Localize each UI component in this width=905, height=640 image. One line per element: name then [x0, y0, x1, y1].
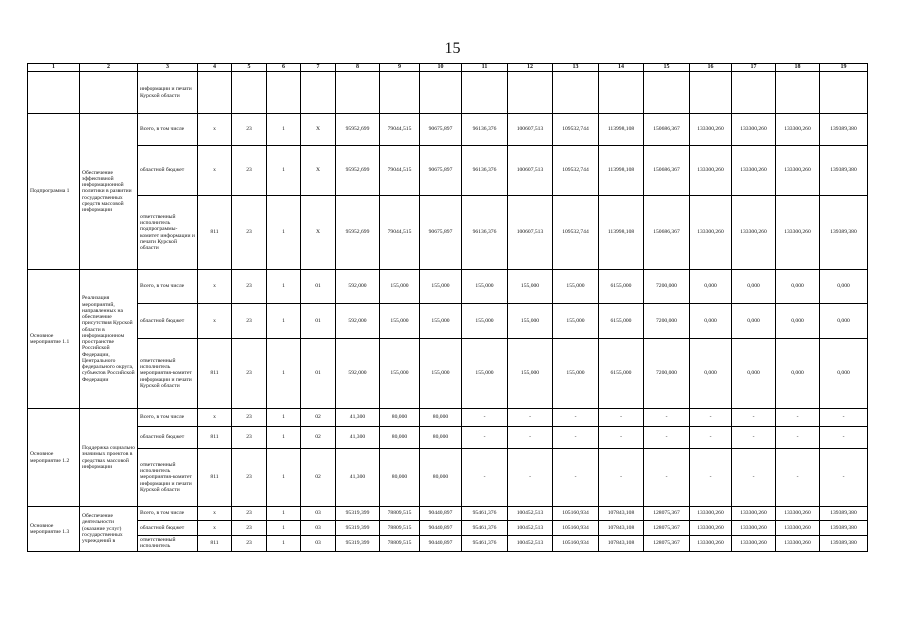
value-cell: 23: [232, 304, 267, 339]
program-description: Обеспечение деятельности (оказание услуг) государственных учреждений в: [80, 507, 138, 552]
value-cell: -: [599, 449, 644, 507]
value-cell: Х: [301, 114, 336, 146]
value-cell: 95461,376: [462, 536, 508, 552]
value-cell: 155,000: [420, 270, 462, 304]
value-cell: 78809,515: [380, 536, 420, 552]
table-row: [28, 146, 868, 196]
value-cell: -: [508, 449, 553, 507]
value-cell: 100452,513: [508, 521, 553, 536]
value-cell: 139389,380: [820, 146, 868, 196]
value-cell: -: [732, 409, 776, 427]
value-cell: 109532,744: [553, 196, 599, 270]
value-cell: 100452,513: [508, 536, 553, 552]
table-row: [28, 521, 868, 536]
value-cell: 107843,108: [599, 536, 644, 552]
value-cell: 133300,260: [776, 146, 820, 196]
value-cell: 95952,699: [336, 196, 380, 270]
value-cell: 155,000: [553, 304, 599, 339]
value-cell: 133300,260: [732, 114, 776, 146]
value-cell: 78809,515: [380, 521, 420, 536]
table-row: [28, 270, 868, 304]
value-cell: 592,000: [336, 304, 380, 339]
value-cell: 133300,260: [732, 536, 776, 552]
value-cell: 133300,260: [690, 521, 732, 536]
value-cell: 23: [232, 507, 267, 521]
column-header: 11: [462, 64, 508, 72]
value-cell: 0,000: [732, 304, 776, 339]
value-cell: х: [198, 521, 232, 536]
value-cell: 95319,399: [336, 507, 380, 521]
table-row: [28, 304, 868, 339]
value-cell: 155,000: [380, 270, 420, 304]
funding-source: Всего, в том числе: [138, 507, 198, 521]
value-cell: 1: [267, 507, 301, 521]
value-cell: 41,300: [336, 427, 380, 449]
value-cell: 133300,260: [690, 536, 732, 552]
value-cell: х: [198, 114, 232, 146]
table-row: [28, 409, 868, 427]
value-cell: 133300,260: [690, 507, 732, 521]
funding-source: ответственный исполнитель: [138, 536, 198, 552]
column-header: 18: [776, 64, 820, 72]
value-cell: 139389,380: [820, 507, 868, 521]
value-cell: 41,300: [336, 449, 380, 507]
value-cell: 100607,513: [508, 146, 553, 196]
value-cell: 6155,000: [599, 339, 644, 409]
empty-cell: [420, 72, 462, 114]
table-row: [28, 449, 868, 507]
funding-source: Всего, в том числе: [138, 114, 198, 146]
value-cell: -: [644, 409, 690, 427]
value-cell: 02: [301, 409, 336, 427]
value-cell: 133300,260: [732, 146, 776, 196]
empty-cell: [462, 72, 508, 114]
program-description: Реализация мероприятий, направленных на обеспечение присутствия Курской области в информационном пространстве Российской Федерации, Центрального федерального округа, субъектов Российской Федерации: [80, 270, 138, 409]
header-row: [28, 64, 868, 72]
value-cell: 95461,376: [462, 507, 508, 521]
value-cell: 0,000: [776, 270, 820, 304]
value-cell: 78809,515: [380, 507, 420, 521]
empty-cell: [599, 72, 644, 114]
value-cell: 90675,897: [420, 146, 462, 196]
value-cell: 155,000: [553, 339, 599, 409]
empty-cell: [301, 72, 336, 114]
value-cell: 133300,260: [690, 114, 732, 146]
value-cell: 811: [198, 536, 232, 552]
program-description: Обеспечение эффективной информационной политики в развитии государственных средств массовой информации: [80, 114, 138, 270]
funding-source: областной бюджет: [138, 427, 198, 449]
value-cell: 155,000: [508, 339, 553, 409]
table-row: [28, 536, 868, 552]
value-cell: 6155,000: [599, 270, 644, 304]
value-cell: 90440,897: [420, 536, 462, 552]
column-header: 5: [232, 64, 267, 72]
value-cell: 105160,934: [553, 521, 599, 536]
value-cell: 592,000: [336, 339, 380, 409]
empty-cell: [690, 72, 732, 114]
empty-cell: [232, 72, 267, 114]
value-cell: 0,000: [732, 270, 776, 304]
value-cell: 0,000: [820, 304, 868, 339]
value-cell: 0,000: [820, 339, 868, 409]
value-cell: 80,000: [420, 449, 462, 507]
value-cell: -: [462, 409, 508, 427]
program-name: Основное мероприятие 1.2: [28, 409, 80, 507]
value-cell: Х: [301, 146, 336, 196]
value-cell: х: [198, 304, 232, 339]
value-cell: 96136,376: [462, 146, 508, 196]
program-description: Поддержка социально значимых проектов в средствах массовой информации: [80, 409, 138, 507]
value-cell: 155,000: [380, 339, 420, 409]
value-cell: 1: [267, 536, 301, 552]
value-cell: 155,000: [508, 270, 553, 304]
value-cell: 811: [198, 339, 232, 409]
value-cell: 1: [267, 521, 301, 536]
value-cell: 95461,376: [462, 521, 508, 536]
value-cell: -: [462, 427, 508, 449]
value-cell: 811: [198, 449, 232, 507]
value-cell: 80,000: [420, 427, 462, 449]
value-cell: 133300,260: [690, 196, 732, 270]
value-cell: 0,000: [690, 304, 732, 339]
value-cell: -: [732, 449, 776, 507]
value-cell: 79044,515: [380, 196, 420, 270]
value-cell: 1: [267, 146, 301, 196]
value-cell: 96136,376: [462, 114, 508, 146]
value-cell: 133300,260: [732, 521, 776, 536]
column-header: 2: [80, 64, 138, 72]
value-cell: 23: [232, 146, 267, 196]
empty-cell: [267, 72, 301, 114]
value-cell: 155,000: [553, 270, 599, 304]
program-name: Основное мероприятие 1.1: [28, 270, 80, 409]
value-cell: 155,000: [462, 270, 508, 304]
value-cell: 02: [301, 427, 336, 449]
value-cell: 01: [301, 339, 336, 409]
column-header: 16: [690, 64, 732, 72]
column-header: 8: [336, 64, 380, 72]
value-cell: 139389,380: [820, 196, 868, 270]
page-number: 15: [444, 40, 461, 57]
value-cell: х: [198, 270, 232, 304]
value-cell: 90440,897: [420, 507, 462, 521]
value-cell: -: [776, 449, 820, 507]
value-cell: 139389,380: [820, 114, 868, 146]
value-cell: 113998,108: [599, 196, 644, 270]
value-cell: 1: [267, 304, 301, 339]
empty-cell: [80, 72, 138, 114]
value-cell: -: [508, 427, 553, 449]
value-cell: 592,000: [336, 270, 380, 304]
value-cell: 1: [267, 114, 301, 146]
value-cell: 133300,260: [732, 507, 776, 521]
value-cell: 23: [232, 427, 267, 449]
value-cell: 95952,699: [336, 146, 380, 196]
table-row: [28, 114, 868, 146]
column-header: 19: [820, 64, 868, 72]
empty-cell: [508, 72, 553, 114]
budget-table: [27, 63, 868, 552]
value-cell: 1: [267, 427, 301, 449]
value-cell: -: [776, 409, 820, 427]
value-cell: 0,000: [690, 339, 732, 409]
value-cell: 80,000: [380, 409, 420, 427]
value-cell: 155,000: [380, 304, 420, 339]
value-cell: 133300,260: [776, 536, 820, 552]
program-name: Подпрограмма 1: [28, 114, 80, 270]
column-header: 15: [644, 64, 690, 72]
value-cell: 7200,000: [644, 304, 690, 339]
funding-source: областной бюджет: [138, 304, 198, 339]
value-cell: 133300,260: [776, 507, 820, 521]
value-cell: -: [553, 449, 599, 507]
value-cell: 23: [232, 270, 267, 304]
value-cell: 0,000: [776, 304, 820, 339]
value-cell: 96136,376: [462, 196, 508, 270]
value-cell: 6155,000: [599, 304, 644, 339]
value-cell: 23: [232, 196, 267, 270]
empty-cell: [380, 72, 420, 114]
value-cell: 105160,934: [553, 536, 599, 552]
value-cell: х: [198, 146, 232, 196]
value-cell: 105160,934: [553, 507, 599, 521]
value-cell: -: [599, 409, 644, 427]
value-cell: -: [553, 427, 599, 449]
value-cell: 0,000: [820, 270, 868, 304]
empty-cell: [820, 72, 868, 114]
value-cell: 80,000: [380, 427, 420, 449]
value-cell: 03: [301, 536, 336, 552]
value-cell: 0,000: [732, 339, 776, 409]
value-cell: 155,000: [508, 304, 553, 339]
program-name: Основное мероприятие 1.3: [28, 507, 80, 552]
value-cell: 139389,380: [820, 536, 868, 552]
value-cell: 23: [232, 449, 267, 507]
value-cell: 128075,367: [644, 536, 690, 552]
funding-source: областной бюджет: [138, 146, 198, 196]
value-cell: 155,000: [462, 304, 508, 339]
value-cell: 23: [232, 409, 267, 427]
continuation-text: информации и печати Курской области: [138, 72, 198, 114]
value-cell: 128075,367: [644, 521, 690, 536]
value-cell: 95319,399: [336, 536, 380, 552]
value-cell: -: [644, 427, 690, 449]
value-cell: 1: [267, 409, 301, 427]
column-header: 4: [198, 64, 232, 72]
value-cell: 133300,260: [732, 196, 776, 270]
value-cell: 0,000: [776, 339, 820, 409]
value-cell: 139389,380: [820, 521, 868, 536]
value-cell: 80,000: [380, 449, 420, 507]
value-cell: 01: [301, 304, 336, 339]
funding-source: областной бюджет: [138, 521, 198, 536]
value-cell: -: [644, 449, 690, 507]
column-header: 7: [301, 64, 336, 72]
value-cell: -: [776, 427, 820, 449]
value-cell: -: [690, 449, 732, 507]
table-row: [28, 427, 868, 449]
value-cell: 41,300: [336, 409, 380, 427]
value-cell: 95319,399: [336, 521, 380, 536]
funding-source: ответственный исполнитель мероприятия-комитет информации и печати Курской области: [138, 449, 198, 507]
value-cell: -: [820, 449, 868, 507]
value-cell: 1: [267, 196, 301, 270]
value-cell: -: [599, 427, 644, 449]
column-header: 10: [420, 64, 462, 72]
value-cell: 155,000: [420, 304, 462, 339]
value-cell: 107843,108: [599, 507, 644, 521]
value-cell: -: [462, 449, 508, 507]
value-cell: 109532,744: [553, 146, 599, 196]
value-cell: 01: [301, 270, 336, 304]
value-cell: 133300,260: [776, 521, 820, 536]
value-cell: Х: [301, 196, 336, 270]
value-cell: 23: [232, 339, 267, 409]
value-cell: 1: [267, 449, 301, 507]
value-cell: 100452,513: [508, 507, 553, 521]
column-header: 6: [267, 64, 301, 72]
value-cell: х: [198, 507, 232, 521]
empty-cell: [198, 72, 232, 114]
value-cell: 90675,897: [420, 196, 462, 270]
value-cell: 150686,367: [644, 146, 690, 196]
value-cell: 03: [301, 507, 336, 521]
value-cell: 133300,260: [776, 196, 820, 270]
value-cell: 0,000: [690, 270, 732, 304]
column-header: 1: [28, 64, 80, 72]
value-cell: 100607,513: [508, 196, 553, 270]
value-cell: 80,000: [420, 409, 462, 427]
value-cell: 150686,367: [644, 114, 690, 146]
value-cell: -: [732, 427, 776, 449]
table-row: [28, 196, 868, 270]
value-cell: 02: [301, 449, 336, 507]
value-cell: 155,000: [420, 339, 462, 409]
column-header: 17: [732, 64, 776, 72]
value-cell: 107843,108: [599, 521, 644, 536]
value-cell: -: [690, 427, 732, 449]
empty-cell: [553, 72, 599, 114]
continuation-row: [28, 72, 868, 114]
value-cell: 133300,260: [690, 146, 732, 196]
column-header: 12: [508, 64, 553, 72]
empty-cell: [732, 72, 776, 114]
value-cell: 155,000: [462, 339, 508, 409]
empty-cell: [336, 72, 380, 114]
value-cell: 90440,897: [420, 521, 462, 536]
empty-cell: [776, 72, 820, 114]
value-cell: -: [553, 409, 599, 427]
value-cell: 113998,108: [599, 114, 644, 146]
value-cell: 811: [198, 196, 232, 270]
value-cell: -: [690, 409, 732, 427]
value-cell: 150686,367: [644, 196, 690, 270]
funding-source: Всего, в том числе: [138, 270, 198, 304]
value-cell: -: [820, 409, 868, 427]
table-row: [28, 507, 868, 521]
value-cell: 133300,260: [776, 114, 820, 146]
funding-source: ответственный исполнитель подпрограммы-комитет информации и печати Курской области: [138, 196, 198, 270]
value-cell: 7200,000: [644, 339, 690, 409]
column-header: 9: [380, 64, 420, 72]
value-cell: 100607,513: [508, 114, 553, 146]
empty-cell: [28, 72, 80, 114]
value-cell: 811: [198, 427, 232, 449]
value-cell: 23: [232, 114, 267, 146]
value-cell: 128075,367: [644, 507, 690, 521]
value-cell: 113998,108: [599, 146, 644, 196]
value-cell: 95952,699: [336, 114, 380, 146]
value-cell: -: [508, 409, 553, 427]
value-cell: х: [198, 409, 232, 427]
value-cell: 03: [301, 521, 336, 536]
empty-cell: [644, 72, 690, 114]
funding-source: Всего, в том числе: [138, 409, 198, 427]
value-cell: 1: [267, 270, 301, 304]
funding-source: ответственный исполнитель мероприятия-комитет информации и печати Курской области: [138, 339, 198, 409]
value-cell: 7200,000: [644, 270, 690, 304]
table-row: [28, 339, 868, 409]
value-cell: 79044,515: [380, 146, 420, 196]
column-header: 13: [553, 64, 599, 72]
value-cell: 23: [232, 536, 267, 552]
value-cell: 1: [267, 339, 301, 409]
column-header: 14: [599, 64, 644, 72]
value-cell: 23: [232, 521, 267, 536]
value-cell: 79044,515: [380, 114, 420, 146]
value-cell: -: [820, 427, 868, 449]
value-cell: 90675,897: [420, 114, 462, 146]
column-header: 3: [138, 64, 198, 72]
value-cell: 109532,744: [553, 114, 599, 146]
